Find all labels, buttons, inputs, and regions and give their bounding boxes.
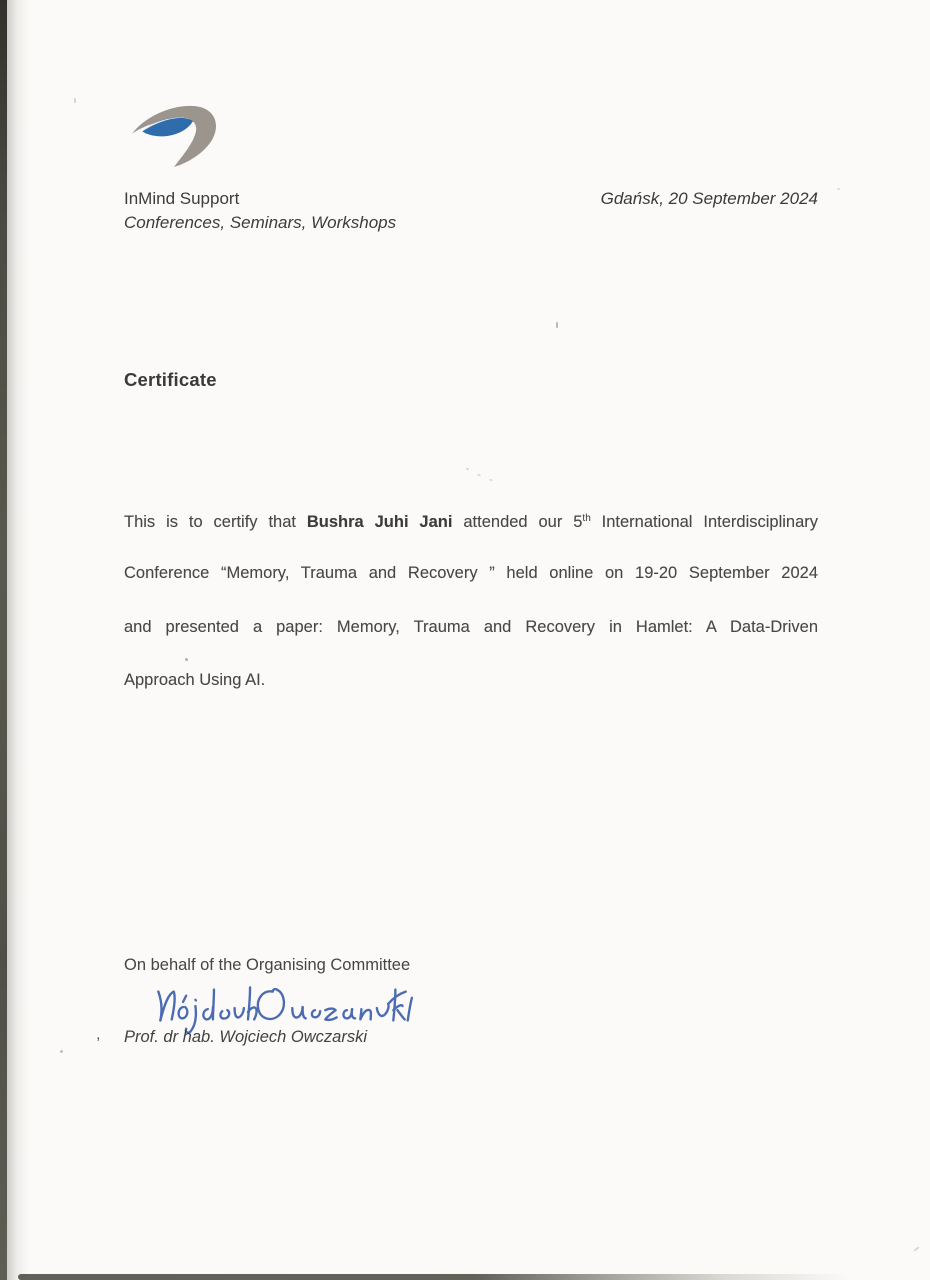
closing-line: On behalf of the Organising Committee [124,956,411,974]
scan-speck [74,98,76,103]
body-text: This is to certify that [124,513,307,531]
recipient-name: Bushra Juhi Jani [306,513,453,531]
body-line-1 [124,509,818,532]
place-and-date: Gdańsk, 20 September 2024 [600,189,818,208]
scan-speck [489,478,493,481]
body-line-4 [124,670,818,690]
scan-speck [477,473,481,477]
body-line-3 [124,617,818,637]
body-text: International Interdisciplinary [590,513,819,531]
scan-edge-bottom [18,1274,850,1280]
certificate-title: Certificate [124,369,217,390]
body-text: and presented a paper: Memory, Trauma and Recovery in Hamlet: A Data-Driven [124,618,818,636]
scan-edge-left [0,0,7,1280]
inmind-logo-icon [128,100,220,168]
body-text: Conference “Memory, Trauma and Recovery ” held online on 19-20 September 2024 [124,564,818,582]
scan-speck [913,1246,920,1252]
org-subtitle: Conferences, Seminars, Workshops [124,213,397,232]
logo-gray-swoosh [132,106,216,167]
scan-stray-mark: , [96,1026,101,1043]
org-name: InMind Support [124,189,240,208]
ordinal-suffix: th [582,513,591,524]
scan-speck [185,658,188,661]
body-line-2 [124,563,818,583]
scan-speck [556,322,558,328]
handwritten-signature [148,974,416,1036]
scan-speck [837,188,840,190]
scan-speck [466,467,470,470]
scan-speck [60,1050,63,1053]
scan-edge-left-shadow [7,0,29,1280]
body-text: Approach Using AI. [124,671,266,689]
body-text: attended our 5 [452,513,583,531]
signatory-name: Prof. dr hab. Wojciech Owczarski [124,1028,367,1046]
